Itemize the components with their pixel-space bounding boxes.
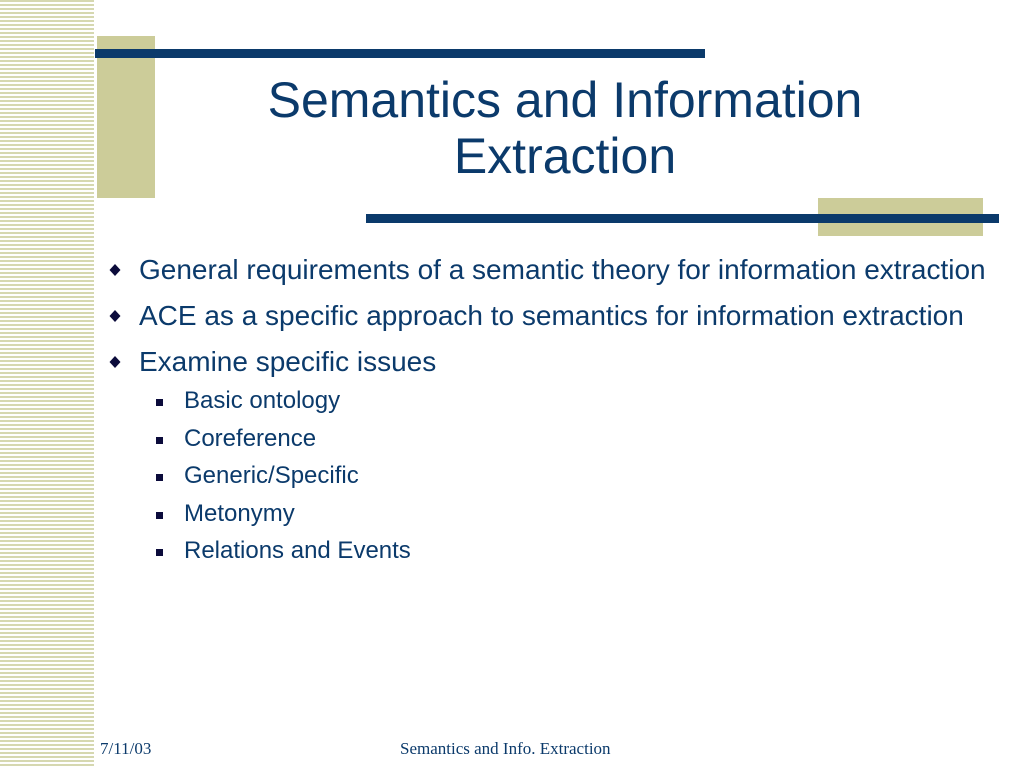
diamond-bullet-icon [108,355,122,369]
footer-date: 7/11/03 [100,739,152,758]
sub-bullet-text: Metonymy [184,499,295,527]
bullet-item [108,344,988,380]
bullet-text: ACE as a specific approach to semantics for information extraction [139,300,964,331]
tan-accent-block-top [97,36,155,198]
navy-rule-top [95,49,705,58]
sub-bullet-item [108,386,988,416]
square-bullet-icon [156,474,163,481]
slide-title [160,72,970,184]
sub-bullet-text: Relations and Events [184,537,411,564]
sub-bullet-text: Coreference [184,424,317,452]
square-bullet-icon [156,399,163,406]
diamond-bullet-icon [108,309,122,323]
diamond-bullet-icon [108,263,122,277]
sub-bullet-item [108,499,988,529]
bullet-text: Examine specific issues [139,346,437,377]
square-bullet-icon [156,549,163,556]
square-bullet-icon [156,437,163,444]
sub-bullet-item [108,424,988,454]
bullet-text: General requirements of a semantic theory for information extraction [139,254,986,285]
bullet-list [108,252,988,574]
slide-title-line-1: Semantics and Information [267,72,863,128]
sub-bullet-text: Generic/Specific [184,462,359,489]
sub-bullet-item [108,461,988,491]
striped-side-bar [0,0,94,768]
square-bullet-icon [156,512,163,519]
slide-title-line-2: Extraction [453,128,677,184]
sub-bullet-list [108,386,988,566]
footer-title: Semantics and Info. Extraction [400,739,611,758]
bullet-item [108,298,988,334]
bullet-item [108,252,988,288]
navy-rule-bottom [366,214,999,223]
sub-bullet-text: Basic ontology [184,387,341,414]
sub-bullet-item [108,536,988,566]
